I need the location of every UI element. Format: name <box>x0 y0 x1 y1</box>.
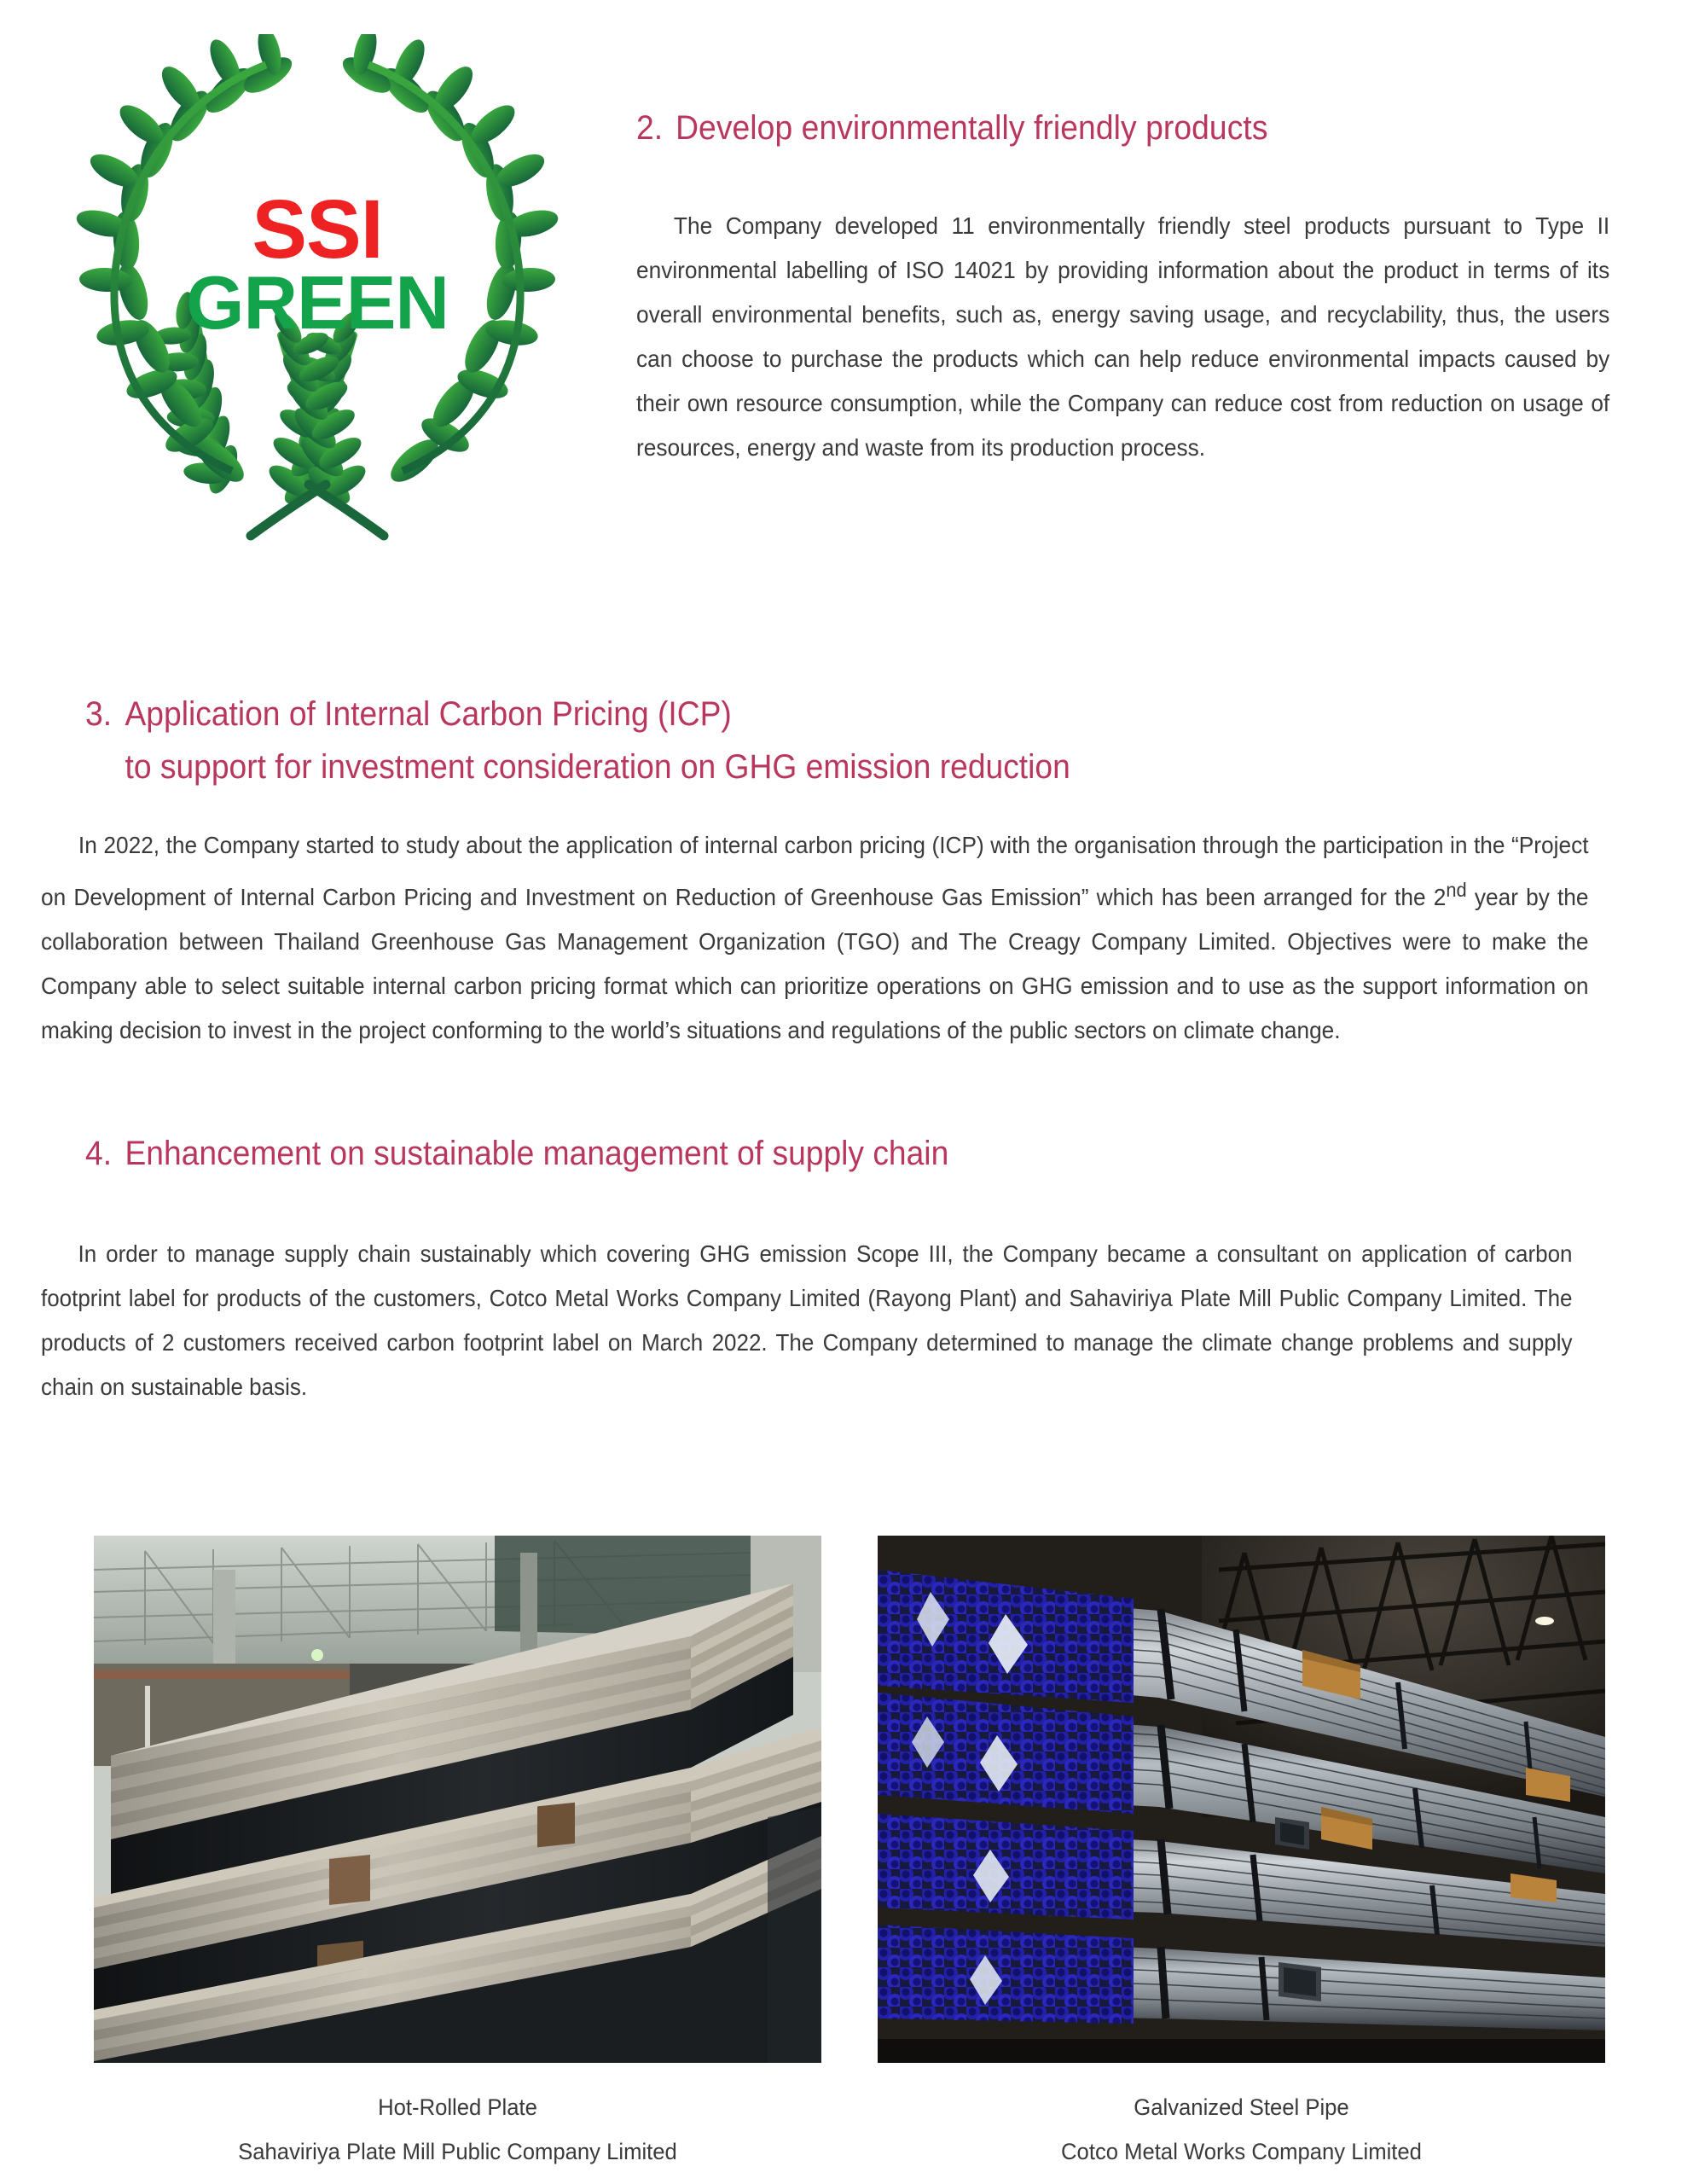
section-2-heading <box>636 109 1584 148</box>
ordinal-superscript: nd <box>1446 879 1467 901</box>
caption-product-left: Hot-Rolled Plate <box>378 2094 537 2120</box>
section-3-paragraph-part2: year by the collaboration between Thailand Greenhouse Gas Management Organization (TGO) and The Creagy Company Limited. Objectives were to make the Company able to select suitable internal carbon pricing format which can prioritize operations on GHG emission and to use as the support information on making decision to invest in the project conforming to the world’s situations and regulations of the public sectors on climate change. <box>41 884 1589 1044</box>
section-3-heading-line2: to support for investment consideration on GHG emission reduction <box>125 748 1070 786</box>
section-4-body <box>41 1232 1661 1409</box>
crossed-stems <box>251 485 384 536</box>
figure-row <box>94 1536 1605 2174</box>
figure-caption-right <box>878 2085 1605 2174</box>
section-4-paragraph-text: In order to manage supply chain sustainably which covering GHG emission Scope III, the Company became a consultant on application of carbon footprint label for products of the customers, Cotco Metal Works Company Limited (Rayong Plant) and Sahaviriya Plate Mill Public Company Limited. The products of 2 customers received carbon footprint label on March 2022. The Company determined to manage the climate change problems and supply chain on sustainable basis. <box>41 1240 1573 1400</box>
section-3-heading <box>85 688 1070 793</box>
section-4-number: 4. <box>85 1135 113 1172</box>
caption-company-right: Cotco Metal Works Company Limited <box>1061 2139 1422 2164</box>
hot-rolled-plate-photo <box>94 1536 821 2063</box>
figure-caption-left <box>94 2085 821 2174</box>
section-4-paragraph <box>41 1232 1573 1409</box>
section-2-paragraph <box>636 204 1609 470</box>
logo-green-text: GREEN <box>186 260 449 345</box>
section-2-paragraph-text: The Company developed 11 environmentally friendly steel products pursuant to Type II environmental labelling of ISO 14021 by providing information about the product in terms of its overall environmental benefits, such as, energy saving usage, and recyclability, thus, the users can choose to purchase the products which can help reduce environmental impacts caused by their own resource consumption, while the Company can reduce cost from reduction on usage of resources, energy and waste from its production process. <box>636 212 1610 461</box>
section-3-body <box>41 823 1661 1053</box>
section-3-paragraph-part1: In 2022, the Company started to study about the application of internal carbon pricing (ICP) with the organisation through the participation in the “Project on Development of Internal Carbon Pricing and Investment on Reduction of Greenhouse Gas Emission” which has been arranged for the 2 <box>41 832 1589 911</box>
section-2-heading-text: Develop environmentally friendly products <box>676 109 1268 147</box>
section-3-number: 3. <box>85 695 113 733</box>
section-4-heading <box>85 1135 948 1173</box>
section-3-paragraph <box>41 823 1589 1053</box>
caption-product-right: Galvanized Steel Pipe <box>1134 2094 1349 2120</box>
figure-galvanized-steel-pipe <box>878 1536 1605 2174</box>
figure-hot-rolled-plate <box>94 1536 821 2174</box>
caption-company-left: Sahaviriya Plate Mill Public Company Limited <box>238 2139 677 2164</box>
section-3-heading-line1: Application of Internal Carbon Pricing (ICP) <box>125 695 732 733</box>
ssi-green-logo <box>53 34 582 563</box>
galvanized-steel-pipe-photo <box>878 1536 1605 2063</box>
section-2-number: 2. <box>636 109 664 147</box>
section-2 <box>636 109 1656 470</box>
logo-ssi-text: SSI <box>252 183 383 276</box>
section-4-heading-text: Enhancement on sustainable management of supply chain <box>125 1135 949 1172</box>
